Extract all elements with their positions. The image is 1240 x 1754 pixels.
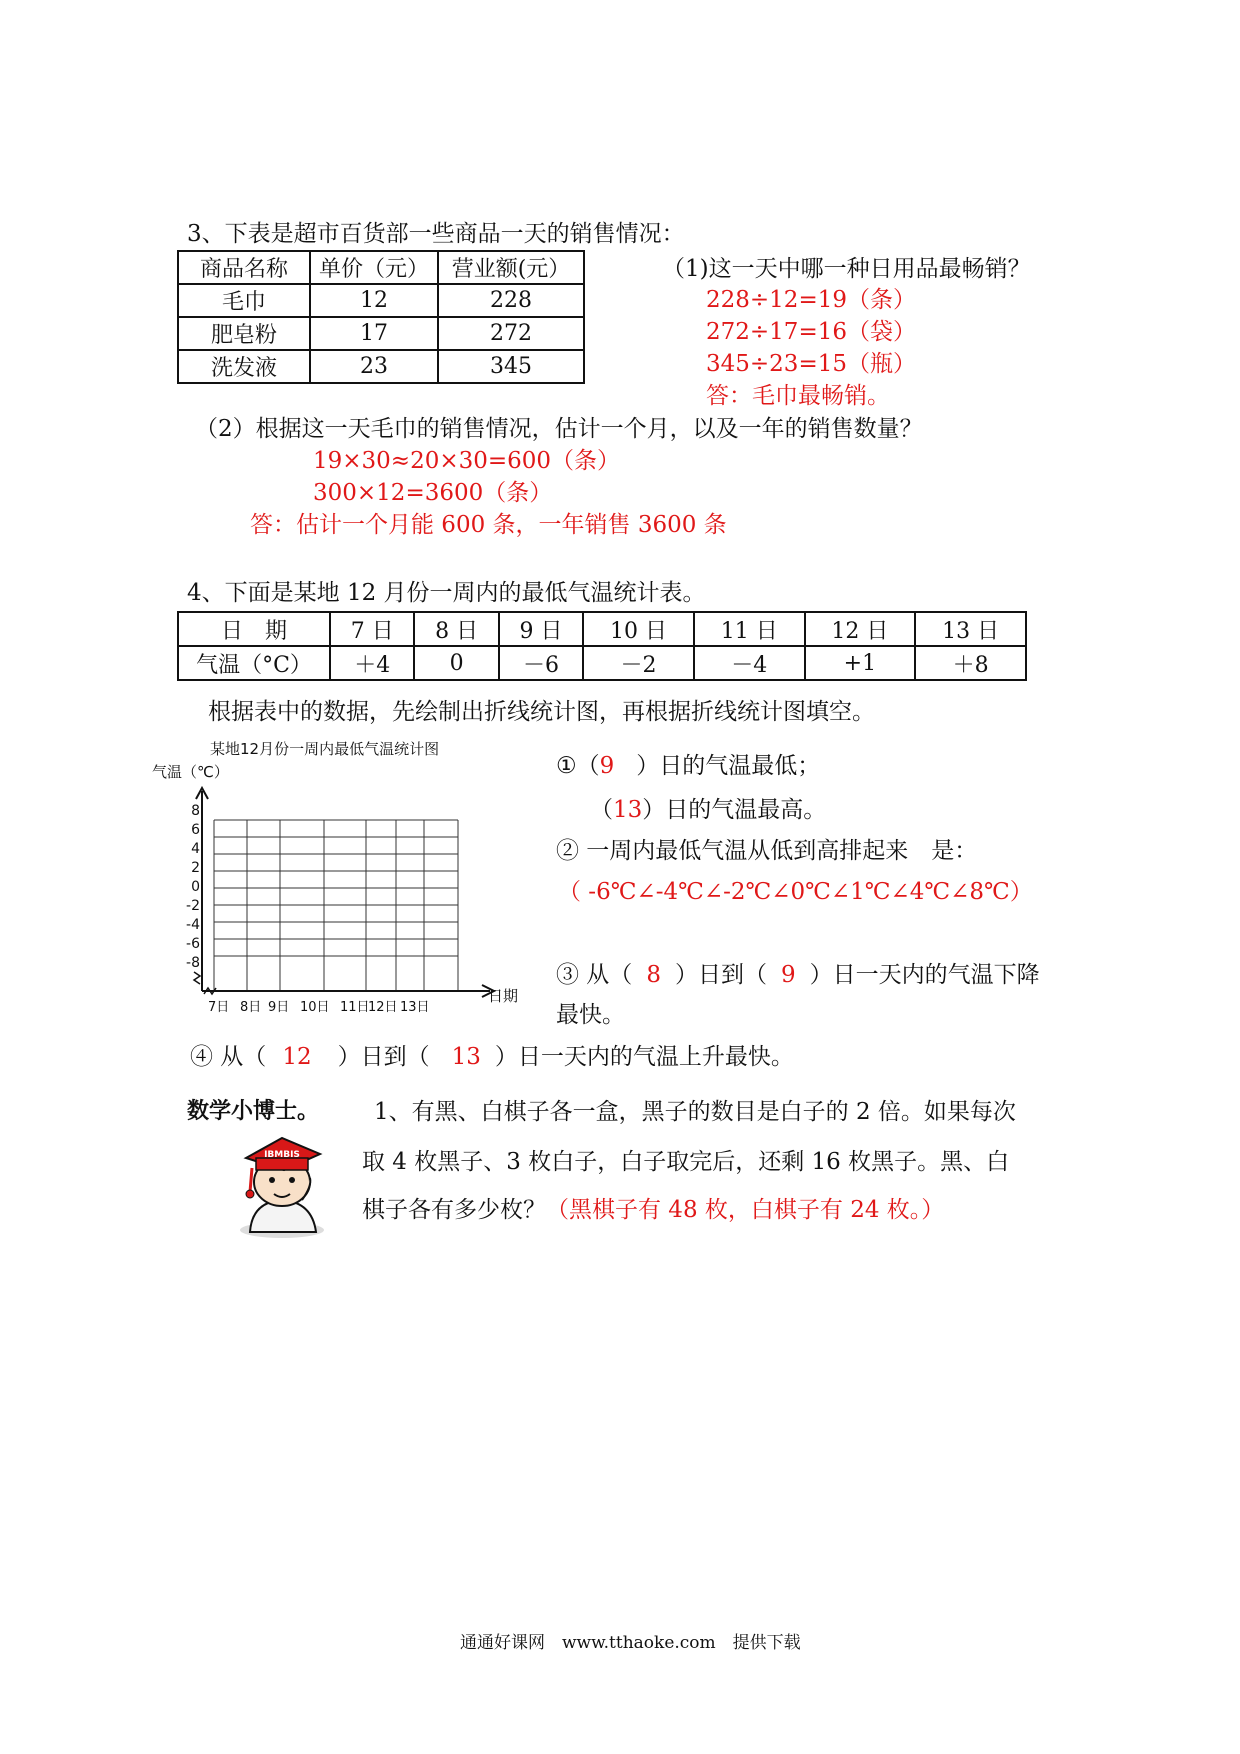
y-tick-label: -8 [186, 955, 200, 971]
y-tick-label: 8 [191, 803, 200, 819]
table-cell: 0 [414, 646, 498, 680]
y-tick-label: 4 [191, 841, 200, 857]
fill2-prefix: （ [590, 797, 613, 823]
q3-sub1-line: 272÷17=16（袋） [706, 319, 916, 345]
table-cell: 气温（°C） [178, 646, 330, 680]
fill2-suffix: ）日的气温最高。 [642, 797, 827, 823]
fill1-answer: 9 [599, 753, 615, 779]
chart-xlabel: 日期 [488, 987, 519, 1005]
fill5-part: ）日到（ [337, 1044, 430, 1070]
x-tick-label: 13日 [400, 1000, 430, 1015]
q3-sub1-line: 345÷23=15（瓶） [706, 351, 916, 377]
q3-sales-table [177, 250, 585, 384]
table-cell: 8 日 [414, 612, 498, 646]
fill4-part: ③ 从（ [556, 962, 633, 988]
table-cell: 9 日 [499, 612, 583, 646]
table-header: 营业额(元） [438, 251, 584, 284]
q4-title: 4、下面是某地 12 月份一周内的最低气温统计表。 [187, 580, 706, 606]
bonus-line-3 [362, 1195, 944, 1225]
fill4-answer-from: 8 [646, 962, 661, 988]
q3-title: 3、下表是超市百货部一些商品一天的销售情况： [187, 221, 685, 247]
fill4-part: ）日一天内的气温下降 [809, 962, 1040, 988]
fill1-suffix: ）日的气温最低； [636, 753, 821, 779]
q4-fill4-end: 最快。 [556, 1002, 625, 1028]
q4-temperature-table [177, 611, 1027, 681]
chart-grid [214, 820, 458, 991]
x-tick-label: 9日 [268, 1000, 290, 1015]
y-tick-label: 2 [191, 860, 200, 876]
fill5-part: ④ 从（ [190, 1044, 267, 1070]
table-cell: 12 [310, 284, 438, 317]
q3-sub2-question: （2）根据这一天毛巾的销售情况，估计一个月，以及一年的销售数量？ [195, 416, 923, 442]
x-tick-label: 11日 [340, 1000, 370, 1015]
bonus-heading: 数学小博士。 [187, 1099, 320, 1124]
footer: 通通好课网 www.tthaoke.com 提供下载 [460, 1633, 801, 1653]
q4-blank-chart [150, 736, 530, 1022]
q4-fill4 [556, 960, 1040, 990]
fill4-answer-to: 9 [780, 962, 796, 988]
table-cell: 23 [310, 350, 438, 383]
bonus-line: 取 4 枚黑子、3 枚白子，白子取完后，还剩 16 枚黑子。黑、白 [362, 1149, 1010, 1175]
q3-sub1-line: 228÷12=19（条） [706, 287, 916, 313]
badge-text: IBMBIS [264, 1150, 300, 1160]
table-cell: 10 日 [583, 612, 694, 646]
bonus-question: 棋子各有多少枚？ [362, 1197, 546, 1223]
y-axis-ticks [186, 803, 200, 971]
x-tick-label: 12日 [368, 1000, 398, 1015]
fill5-answer-to: 13 [451, 1044, 481, 1070]
x-tick-label: 10日 [300, 1000, 330, 1015]
y-tick-label: 0 [191, 879, 200, 895]
y-tick-label: -6 [186, 936, 200, 952]
math-doctor-mascot-icon [232, 1120, 332, 1240]
table-cell: 345 [438, 350, 584, 383]
table-header: 商品名称 [178, 251, 310, 284]
table-cell: ＋8 [915, 646, 1026, 680]
q4-fill5 [190, 1042, 794, 1072]
fill1-prefix: ①（ [556, 753, 600, 779]
x-tick-label: 7日 [208, 1000, 230, 1015]
y-tick-label: -4 [186, 917, 200, 933]
q3-sub2-line: 19×30≈20×30=600（条） [313, 448, 621, 474]
fill2-answer: 13 [613, 797, 643, 823]
fill5-part: ）日一天内的气温上升最快。 [494, 1044, 794, 1070]
table-cell: 洗发液 [178, 350, 310, 383]
q4-fill1 [556, 751, 820, 781]
fill4-part: ）日到（ [674, 962, 767, 988]
q3-sub1-answer: 答：毛巾最畅销。 [706, 383, 890, 409]
table-cell: ＋4 [330, 646, 414, 680]
y-tick-label: 6 [191, 822, 200, 838]
table-cell: 11 日 [694, 612, 805, 646]
chart-axes [194, 788, 494, 997]
q3-sub2-answer: 答：估计一个月能 600 条，一年销售 3600 条 [250, 512, 727, 538]
table-cell: 17 [310, 317, 438, 350]
x-axis-ticks [208, 1000, 430, 1015]
q4-fill3-answer: （ -6℃∠-4℃∠-2℃∠0℃∠1℃∠4℃∠8℃） [558, 879, 1033, 905]
table-cell: +1 [805, 646, 916, 680]
bonus-answer: （黑棋子有 48 枚，白棋子有 24 枚。） [546, 1197, 945, 1223]
q4-fill2 [590, 795, 826, 825]
table-cell: 7 日 [330, 612, 414, 646]
q4-instruction: 根据表中的数据，先绘制出折线统计图，再根据折线统计图填空。 [208, 699, 875, 725]
table-cell: 日 期 [178, 612, 330, 646]
table-cell: 228 [438, 284, 584, 317]
bonus-line: 1、有黑、白棋子各一盒，黑子的数目是白子的 2 倍。如果每次 [374, 1099, 1016, 1125]
table-cell: 13 日 [915, 612, 1026, 646]
table-cell: 肥皂粉 [178, 317, 310, 350]
q3-sub2-line: 300×12=3600（条） [313, 480, 553, 506]
table-cell: －6 [499, 646, 583, 680]
y-tick-label: -2 [186, 898, 200, 914]
q4-fill3: ② 一周内最低气温从低到高排起来 是： [556, 838, 978, 864]
table-cell: 272 [438, 317, 584, 350]
chart-ylabel: 气温（℃） [152, 763, 229, 781]
table-cell: －4 [694, 646, 805, 680]
x-tick-label: 8日 [240, 1000, 262, 1015]
table-header: 单价（元） [310, 251, 438, 284]
chart-title: 某地12月份一周内最低气温统计图 [210, 740, 440, 758]
table-cell: 毛巾 [178, 284, 310, 317]
fill5-answer-from: 12 [282, 1044, 312, 1070]
table-cell: －2 [583, 646, 694, 680]
q3-sub1-question: （1)这一天中哪一种日用品最畅销？ [662, 256, 1031, 282]
table-cell: 12 日 [805, 612, 916, 646]
